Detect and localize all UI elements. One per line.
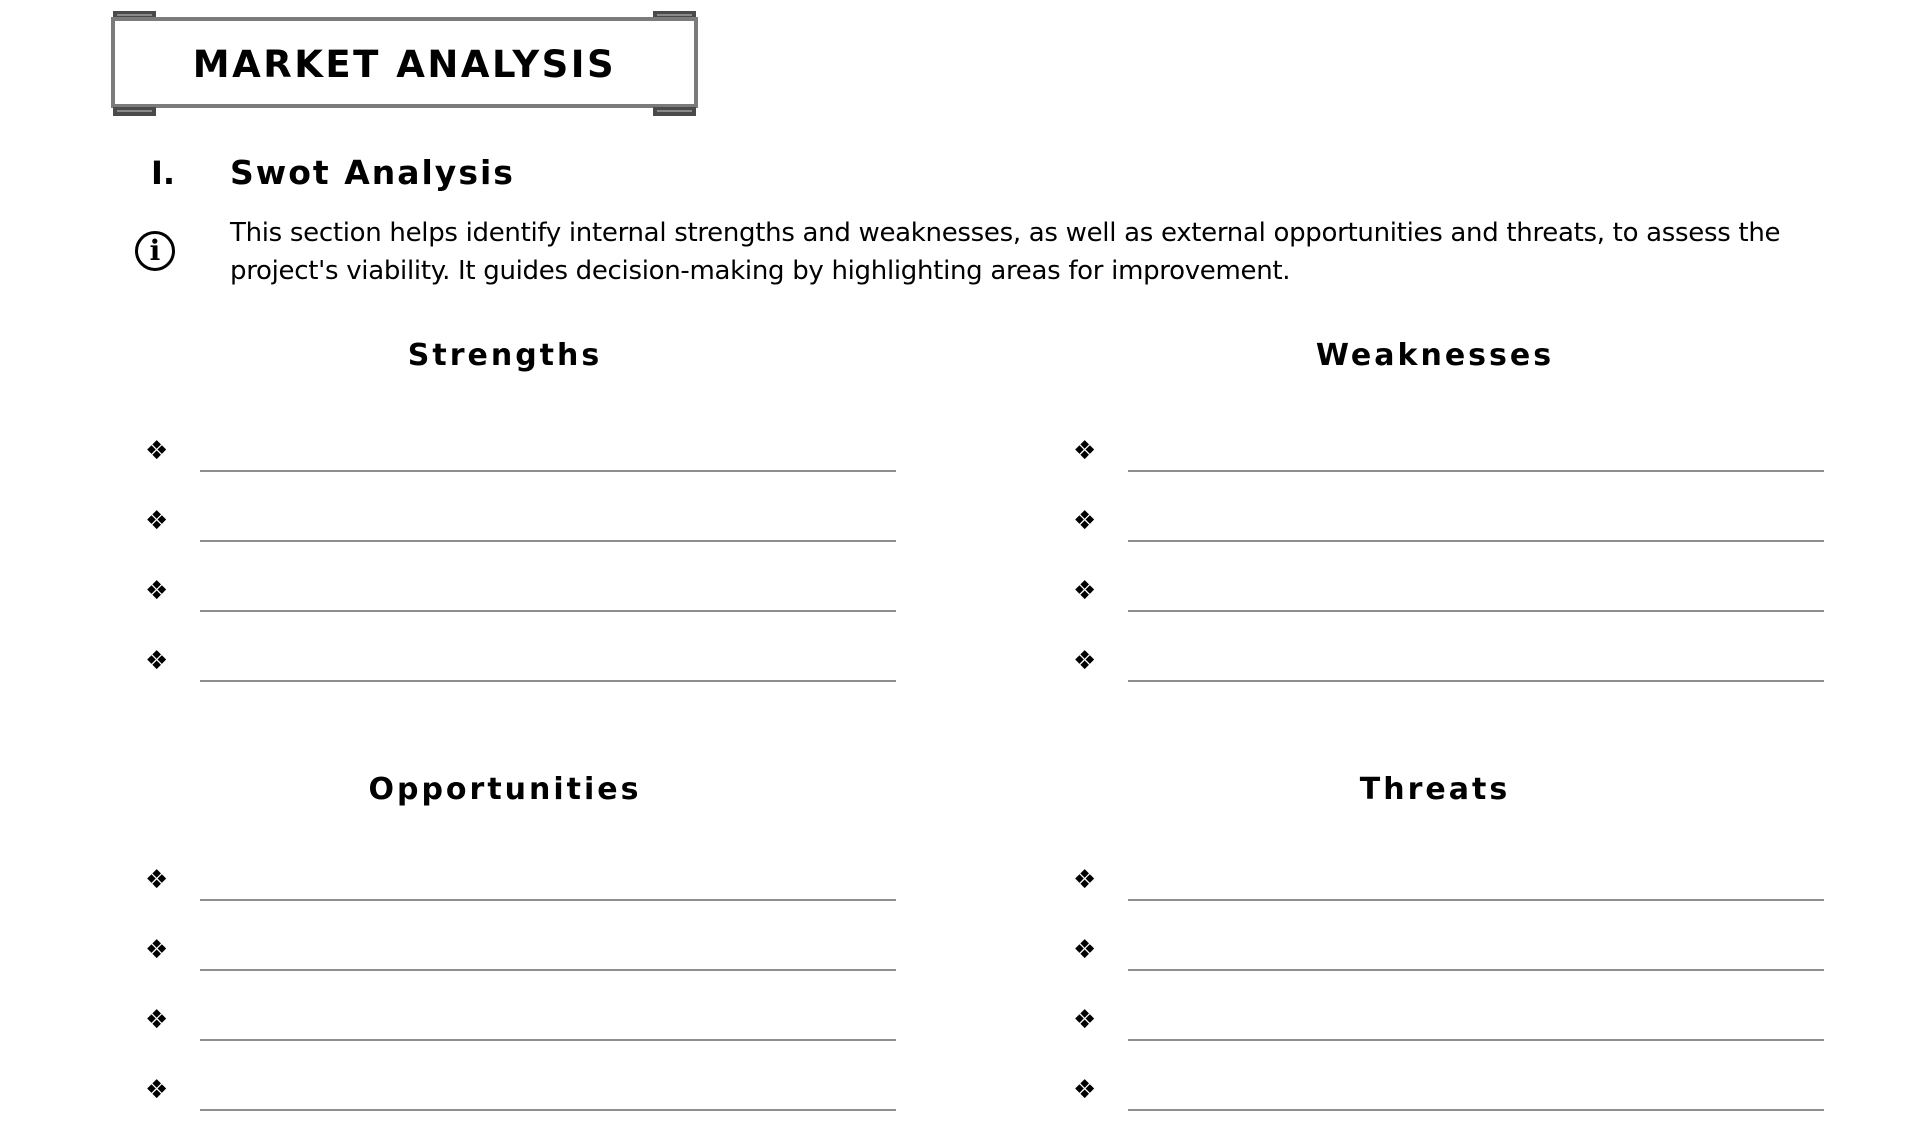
fill-in-line[interactable] — [1128, 680, 1824, 682]
fill-in-line[interactable] — [200, 899, 896, 901]
section-description: This section helps identify internal strengths and weaknesses, as well as external opportunities and threats, to assess the project's viability. It guides decision-making by highlighting areas for improvement. — [230, 218, 1781, 286]
fill-in-line[interactable] — [1128, 1039, 1824, 1041]
diamond-bullet-icon: ❖ — [145, 865, 169, 895]
fill-in-line[interactable] — [1128, 899, 1824, 901]
diamond-bullet-icon: ❖ — [145, 506, 169, 536]
diamond-bullet-icon: ❖ — [1073, 646, 1097, 676]
diamond-bullet-icon: ❖ — [145, 576, 169, 606]
diamond-bullet-icon: ❖ — [145, 646, 169, 676]
diamond-bullet-icon: ❖ — [145, 1005, 169, 1035]
diamond-bullet-icon: ❖ — [1073, 1005, 1097, 1035]
diamond-bullet-icon: ❖ — [1073, 865, 1097, 895]
title-banner — [111, 17, 698, 108]
banner-corner-tab — [653, 107, 696, 116]
diamond-bullet-icon: ❖ — [145, 436, 169, 466]
fill-in-line[interactable] — [1128, 969, 1824, 971]
fill-in-line[interactable] — [1128, 1109, 1824, 1111]
section-title: Swot Analysis — [230, 153, 515, 192]
strengths-heading: Strengths — [407, 338, 603, 373]
diamond-bullet-icon: ❖ — [145, 1075, 169, 1105]
fill-in-line[interactable] — [1128, 540, 1824, 542]
fill-in-line[interactable] — [200, 1039, 896, 1041]
page-title: MARKET ANALYSIS — [192, 43, 617, 86]
fill-in-line[interactable] — [200, 470, 896, 472]
diamond-bullet-icon: ❖ — [1073, 436, 1097, 466]
diamond-bullet-icon: ❖ — [1073, 935, 1097, 965]
opportunities-heading: Opportunities — [368, 772, 642, 807]
threats-heading: Threats — [1359, 772, 1511, 807]
weaknesses-heading: Weaknesses — [1315, 338, 1555, 373]
fill-in-line[interactable] — [200, 610, 896, 612]
fill-in-line[interactable] — [1128, 610, 1824, 612]
banner-corner-tab — [113, 107, 156, 116]
diamond-bullet-icon: ❖ — [1073, 1075, 1097, 1105]
fill-in-line[interactable] — [1128, 470, 1824, 472]
info-circle-icon: i — [135, 231, 175, 271]
diamond-bullet-icon: ❖ — [145, 935, 169, 965]
diamond-bullet-icon: ❖ — [1073, 506, 1097, 536]
fill-in-line[interactable] — [200, 969, 896, 971]
fill-in-line[interactable] — [200, 1109, 896, 1111]
fill-in-line[interactable] — [200, 680, 896, 682]
diamond-bullet-icon: ❖ — [1073, 576, 1097, 606]
section-number: I. — [151, 154, 176, 192]
fill-in-line[interactable] — [200, 540, 896, 542]
